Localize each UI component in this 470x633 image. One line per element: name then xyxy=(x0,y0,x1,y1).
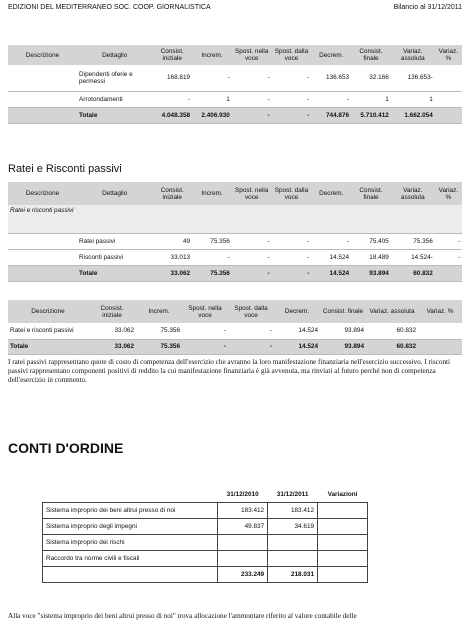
column-header: Increm. xyxy=(136,300,182,323)
cell: 60.832 xyxy=(391,265,435,281)
cell: 136.653 xyxy=(311,65,351,91)
company-name: EDIZIONI DEL MEDITERRANEO SOC. COOP. GIORNALISTICA xyxy=(8,4,211,11)
cell: - xyxy=(272,265,312,281)
cell: - xyxy=(232,249,272,265)
cell: 33.062 xyxy=(88,323,136,339)
cell: - xyxy=(192,249,232,265)
cell xyxy=(318,502,368,518)
cell xyxy=(435,265,462,281)
column-header: Dettaglio xyxy=(77,45,152,65)
cell: - xyxy=(182,323,228,339)
cell: Arrotondamenti xyxy=(77,91,152,107)
table-top xyxy=(8,45,462,124)
cell: 49.837 xyxy=(218,518,268,534)
section-title-ratei: Ratei e Risconti passivi xyxy=(8,163,122,175)
table-header-row xyxy=(8,182,462,205)
column-header: Descrizione xyxy=(8,182,77,205)
cell: - xyxy=(232,265,272,281)
cell: 75.356 xyxy=(136,339,182,354)
cell: - xyxy=(228,339,274,354)
cell: 60.832 xyxy=(366,323,418,339)
table-conti-ordine xyxy=(42,488,368,583)
column-header: Descrizione xyxy=(8,300,88,323)
cell: 2.406.930 xyxy=(192,107,232,123)
cell xyxy=(318,550,368,566)
section-title-conti: CONTI D'ORDINE xyxy=(8,440,124,456)
table-row xyxy=(8,249,462,265)
cell xyxy=(268,534,318,550)
column-header: Increm. xyxy=(192,182,232,205)
cell xyxy=(418,339,462,354)
cell: Dipendenti oferie e permessi xyxy=(77,65,152,91)
cell: - xyxy=(272,233,312,249)
column-header: Consist. iniziale xyxy=(88,300,136,323)
cell: 5.710.412 xyxy=(351,107,391,123)
cell: 33.062 xyxy=(152,265,192,281)
cell: 75.356 xyxy=(192,233,232,249)
cell: - xyxy=(228,323,274,339)
table-total-row xyxy=(8,339,462,354)
cell: 33.013 xyxy=(152,249,192,265)
cell: 14.524- xyxy=(391,249,435,265)
cell xyxy=(268,550,318,566)
cell: 744.876 xyxy=(311,107,351,123)
cell: 93.894 xyxy=(320,323,366,339)
cell: 75.356 xyxy=(192,265,232,281)
column-header: Consist. iniziale xyxy=(152,182,192,205)
column-header: Variazioni xyxy=(327,491,358,499)
paragraph-conti: Alla voce "sistema improprio dei beni altrui presso di noi" trova allocazione l'ammontare riferito al valore contabile delle xyxy=(8,612,357,620)
table-header-row xyxy=(8,300,462,323)
column-header: Spost. nella voce xyxy=(182,300,228,323)
cell xyxy=(318,566,368,582)
cell: - xyxy=(182,339,228,354)
column-header: Increm. xyxy=(192,45,232,65)
column-header: Spost. dalla voce xyxy=(228,300,274,323)
cell: - xyxy=(272,65,312,91)
cell: - xyxy=(192,65,232,91)
column-header: Consist. iniziale xyxy=(152,45,192,65)
cell: 218.031 xyxy=(268,566,318,582)
cell: - xyxy=(232,91,272,107)
cell xyxy=(218,534,268,550)
cell xyxy=(435,107,462,123)
table-total-row xyxy=(8,265,462,281)
cell: Sistema improprio dei beni altrui presso di noi xyxy=(43,502,218,518)
column-header: Variaz. % xyxy=(435,45,462,65)
cell: 14.524 xyxy=(311,249,351,265)
cell: - xyxy=(232,233,272,249)
cell: 60.832 xyxy=(366,339,418,354)
balance-date: Bilancio al 31/12/2011 xyxy=(393,4,462,11)
cell: 49 xyxy=(152,233,192,249)
cell: 32.166 xyxy=(351,65,391,91)
column-header: Variaz. assoluta xyxy=(391,182,435,205)
table-header-row xyxy=(43,488,368,502)
cell: Ratei passivi xyxy=(77,233,152,249)
paragraph-ratei: I ratei passivi rappresentano quote di costo di competenza dell'esercizio che avranno la loro manifestazione finanziaria nell'esercizio successivo. I risconti passivi rappresentano componenti positivi di reddito la cui manifestazione finanziaria è già avvenuta, ma rinviati al futuro perché non di competenza dell'esercizio in commento. xyxy=(8,358,451,385)
cell: Sistema improprio dei rischi xyxy=(43,534,218,550)
column-header: Variaz. % xyxy=(435,182,462,205)
cell xyxy=(318,534,368,550)
cell: 14.524 xyxy=(311,265,351,281)
cell xyxy=(43,566,218,582)
cell: 1 xyxy=(192,91,232,107)
column-header: Spost. nella voce xyxy=(232,182,272,205)
table-row xyxy=(8,233,462,249)
column-header: Decrem. xyxy=(311,182,351,205)
table-row xyxy=(8,323,462,339)
cell xyxy=(8,265,77,281)
cell: 33.062 xyxy=(88,339,136,354)
cell xyxy=(8,65,77,91)
column-header: Variaz. assoluta xyxy=(391,45,435,65)
column-header: Decrem. xyxy=(274,300,320,323)
cell xyxy=(318,518,368,534)
cell xyxy=(8,233,77,249)
cell xyxy=(435,91,462,107)
cell: 93.894 xyxy=(320,339,366,354)
page-header xyxy=(8,4,462,16)
cell: 1 xyxy=(391,91,435,107)
cell: Raccordo tra norme civili e fiscali xyxy=(43,550,218,566)
cell: - xyxy=(272,91,312,107)
cell: - xyxy=(152,91,192,107)
cell xyxy=(8,249,77,265)
cell: Risconti passivi xyxy=(77,249,152,265)
cell: 168.819 xyxy=(152,65,192,91)
column-header: Spost. dalla voce xyxy=(272,182,312,205)
cell: 233.249 xyxy=(218,566,268,582)
cell: 18.489 xyxy=(351,249,391,265)
table-group-row xyxy=(8,205,462,233)
column-header: Decrem. xyxy=(311,45,351,65)
table-row xyxy=(8,91,462,107)
cell: - xyxy=(435,249,462,265)
table-header-row xyxy=(8,45,462,65)
column-header: Variaz. assoluta xyxy=(366,300,418,323)
table-row xyxy=(43,518,368,534)
column-header: Consist. finale xyxy=(320,300,366,323)
cell: - xyxy=(435,233,462,249)
cell xyxy=(435,65,462,91)
column-header: Dettaglio xyxy=(77,182,152,205)
cell xyxy=(418,323,462,339)
column-header: Spost. nella voce xyxy=(232,45,272,65)
cell: 14.524 xyxy=(274,339,320,354)
cell: 1 xyxy=(351,91,391,107)
cell: - xyxy=(232,65,272,91)
cell: 1.662.054 xyxy=(391,107,435,123)
cell xyxy=(218,550,268,566)
table-ratei-summary xyxy=(8,300,462,355)
table-row xyxy=(8,65,462,91)
column-header: Consist. finale xyxy=(351,182,391,205)
cell: 4.048.358 xyxy=(152,107,192,123)
cell: Totale xyxy=(8,339,88,354)
cell: 75.405 xyxy=(351,233,391,249)
column-header: Descrizione xyxy=(8,45,77,65)
column-header xyxy=(43,488,218,502)
table-row xyxy=(43,502,368,518)
cell: 75.356 xyxy=(391,233,435,249)
table-total-row xyxy=(43,566,368,582)
cell: Totale xyxy=(77,265,152,281)
cell: - xyxy=(272,249,312,265)
table-total-row xyxy=(8,107,462,123)
cell: - xyxy=(311,91,351,107)
cell: 75.356 xyxy=(136,323,182,339)
cell: Sistema improprio degli impegni xyxy=(43,518,218,534)
cell: 136.653- xyxy=(391,65,435,91)
cell: 183.412 xyxy=(268,502,318,518)
column-header: Spost. dalla voce xyxy=(272,45,312,65)
cell xyxy=(8,107,77,123)
cell xyxy=(8,91,77,107)
column-header: 31/12/2011 xyxy=(276,491,309,499)
cell: Totale xyxy=(77,107,152,123)
cell: 183.412 xyxy=(218,502,268,518)
table-ratei-detail xyxy=(8,182,462,282)
cell: - xyxy=(311,233,351,249)
cell: - xyxy=(232,107,272,123)
cell: - xyxy=(272,107,312,123)
group-label: Ratei e risconti passivi xyxy=(8,205,462,233)
cell: 14.524 xyxy=(274,323,320,339)
column-header: Consist. finale xyxy=(351,45,391,65)
column-header: 31/12/2010 xyxy=(226,491,259,499)
cell: Ratei e risconti passivi xyxy=(8,323,88,339)
table-row xyxy=(43,534,368,550)
cell: 93.894 xyxy=(351,265,391,281)
table-row xyxy=(43,550,368,566)
column-header: Variaz. % xyxy=(418,300,462,323)
cell: 34.619 xyxy=(268,518,318,534)
